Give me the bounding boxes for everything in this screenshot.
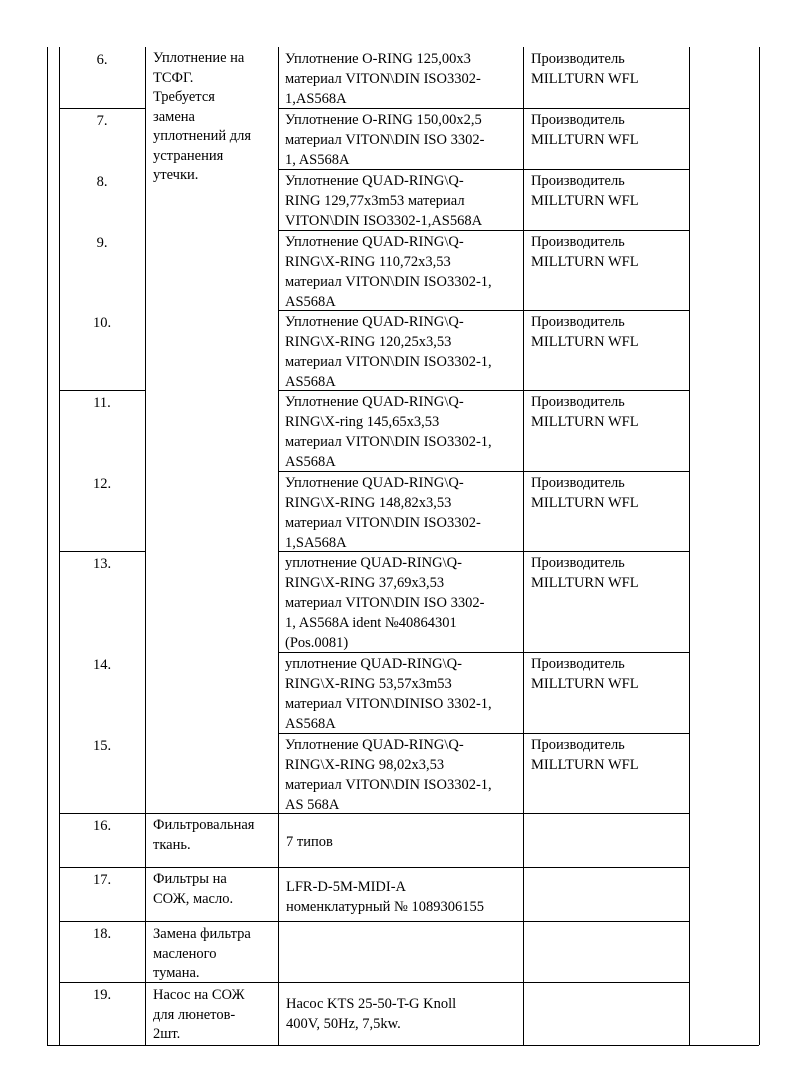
row-divider bbox=[59, 551, 145, 552]
row-specification: 7 типов bbox=[286, 834, 333, 850]
row-description: Насос на СОЖ для люнетов- 2шт. bbox=[153, 987, 245, 1042]
row-number: 14. bbox=[92, 657, 112, 673]
row-description: Фильтры на СОЖ, масло. bbox=[153, 871, 234, 907]
row-manufacturer: Производитель MILLTURN WFL bbox=[531, 234, 639, 270]
row-specification: уплотнение QUAD-RING\Q- RING\X-RING 53,57x3m53 материал VITON\DINISO 3302-1, AS568A bbox=[285, 656, 492, 732]
row-number: 9. bbox=[96, 235, 108, 251]
row-specification: LFR-D-5M-MIDI-A номенклатурный № 1089306155 bbox=[286, 879, 484, 915]
row-number: 8. bbox=[96, 174, 108, 190]
row-specification: Уплотнение O-RING 125,00x3 материал VITON\DIN ISO3302- 1,AS568A bbox=[285, 51, 481, 107]
row-specification: Уплотнение QUAD-RING\Q- RING\X-RING 98,02x3,53 материал VITON\DIN ISO3302-1, AS 568A bbox=[285, 737, 492, 813]
row-divider bbox=[59, 108, 145, 109]
row-number: 13. bbox=[92, 556, 112, 572]
row-number: 19. bbox=[92, 987, 112, 1003]
row-number: 11. bbox=[93, 395, 111, 411]
row-specification: Уплотнение QUAD-RING\Q- RING\X-RING 110,72x3,53 материал VITON\DIN ISO3302-1, AS568A bbox=[285, 234, 492, 310]
row-number: 10. bbox=[92, 315, 112, 331]
row-manufacturer: Производитель MILLTURN WFL bbox=[531, 173, 639, 209]
row-manufacturer: Производитель MILLTURN WFL bbox=[531, 656, 639, 692]
row-description: Фильтровальная ткань. bbox=[153, 817, 255, 853]
row-manufacturer: Производитель MILLTURN WFL bbox=[531, 51, 639, 87]
row-specification: уплотнение QUAD-RING\Q- RING\X-RING 37,69x3,53 материал VITON\DIN ISO 3302- 1, AS568A ident №40864301 (Pos.0081) bbox=[285, 555, 485, 651]
row-number: 6. bbox=[96, 52, 108, 68]
row-specification: Насос KTS 25-50-T-G Knoll 400V, 50Hz, 7,5kw. bbox=[286, 996, 457, 1032]
row-number: 7. bbox=[96, 113, 108, 129]
group-description: Уплотнение на ТСФГ. Требуется замена уплотнений для устранения утечки. bbox=[153, 50, 252, 183]
table-border-spec-right bbox=[523, 47, 524, 1045]
row-specification: Уплотнение QUAD-RING\Q- RING\X-RING 120,25x3,53 материал VITON\DIN ISO3302-1, AS568A bbox=[285, 314, 492, 390]
row-manufacturer: Производитель MILLTURN WFL bbox=[531, 112, 639, 148]
row-number: 16. bbox=[92, 818, 112, 834]
row-specification: Уплотнение QUAD-RING\Q- RING\X-RING 148,82x3,53 материал VITON\DIN ISO3302- 1,SA568A bbox=[285, 475, 481, 551]
row-specification: Уплотнение QUAD-RING\Q- RING\X-ring 145,65x3,53 материал VITON\DIN ISO3302-1, AS568A bbox=[285, 394, 492, 470]
table-border-num-left bbox=[59, 47, 60, 1045]
row-divider bbox=[59, 390, 145, 391]
row-divider bbox=[59, 867, 689, 868]
table-border-maker-right bbox=[689, 47, 690, 1045]
row-number: 17. bbox=[92, 872, 112, 888]
row-divider bbox=[59, 921, 689, 922]
row-specification: Уплотнение O-RING 150,00x2,5 материал VITON\DIN ISO 3302- 1, AS568A bbox=[285, 112, 485, 168]
table-border-desc-right bbox=[278, 47, 279, 1045]
table-border-left bbox=[47, 47, 48, 1045]
row-description: Замена фильтра масленого тумана. bbox=[153, 926, 251, 981]
row-manufacturer: Производитель MILLTURN WFL bbox=[531, 737, 639, 773]
row-manufacturer: Производитель MILLTURN WFL bbox=[531, 394, 639, 430]
row-manufacturer: Производитель MILLTURN WFL bbox=[531, 555, 639, 591]
table-border-num-right bbox=[145, 47, 146, 1045]
row-specification: Уплотнение QUAD-RING\Q- RING 129,77x3m53 материал VITON\DIN ISO3302-1,AS568A bbox=[285, 173, 483, 229]
table-border-right bbox=[759, 47, 760, 1045]
row-number: 15. bbox=[92, 738, 112, 754]
row-manufacturer: Производитель MILLTURN WFL bbox=[531, 475, 639, 511]
row-manufacturer: Производитель MILLTURN WFL bbox=[531, 314, 639, 350]
row-number: 18. bbox=[92, 926, 112, 942]
table-border-bottom bbox=[47, 1045, 759, 1046]
row-number: 12. bbox=[92, 476, 112, 492]
